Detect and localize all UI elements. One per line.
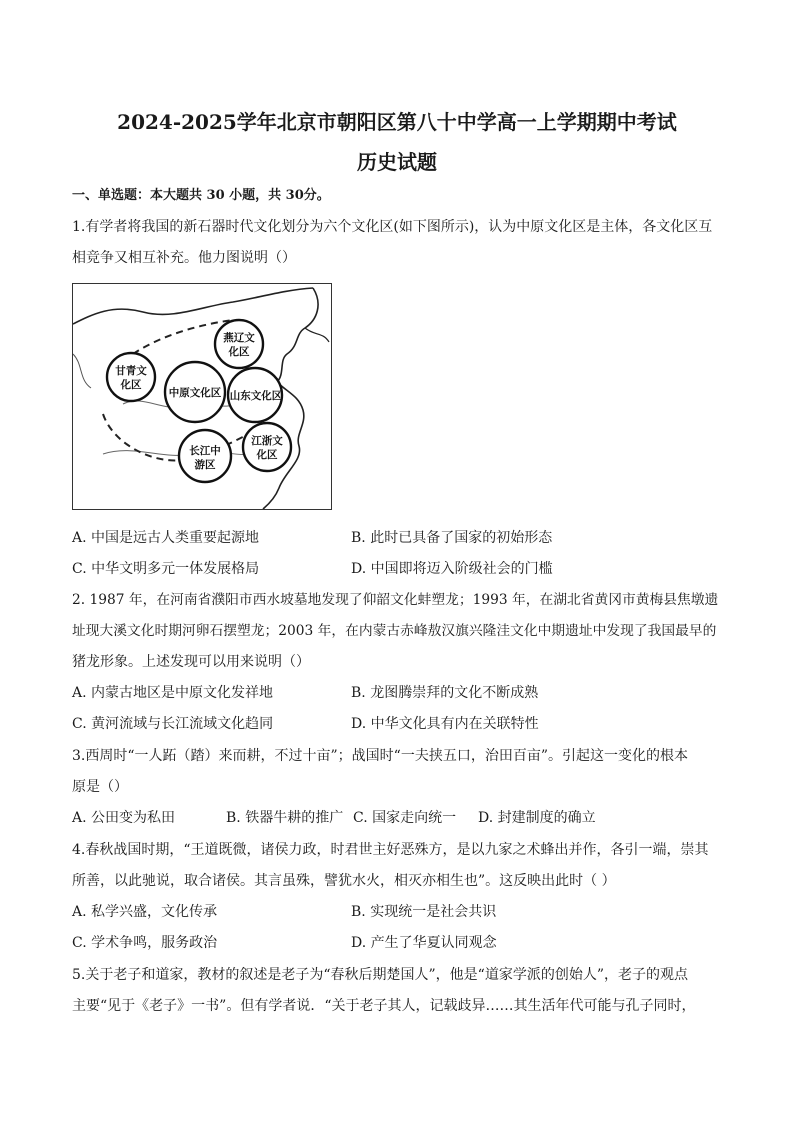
map-svg [73,284,331,509]
q2-stem-line2: 址现大溪文化时期河卵石摆塑龙；2003 年，在内蒙古赤峰敖汉旗兴隆洼文化中期遗址中发现了我国最早的 [72,623,717,639]
exam-title: 2024-2025学年北京市朝阳区第八十中学高一上学期期中考试 [117,110,677,134]
q2-option-c[interactable]: C. 黄河流域与长江流域文化趋同 [72,716,274,732]
jiangzhe-region [243,423,291,471]
ganqing-region [107,353,155,401]
q4-stem-line1: 4.春秋战国时期，“王道既微，诸侯力政，时君世主好恶殊方，是以九家之术蜂出并作，各引一端，崇其 [72,842,709,858]
q3-option-a[interactable]: A. 公田变为私田 [72,810,176,826]
exam-subject: 历史试题 [357,150,437,174]
q4-stem-line2: 所善，以此驰说，取合诸侯。其言虽殊，譬犹水火，相灭亦相生也”。这反映出此时（ ） [72,873,616,889]
q2-stem-line3: 猪龙形象。上述发现可以用来说明（） [72,654,310,670]
q3-stem-line2: 原是（） [72,779,128,795]
q1-option-a[interactable]: A. 中国是远古人类重要起源地 [72,530,260,546]
q2-option-d[interactable]: D. 中华文化具有内在关联特性 [351,716,539,732]
jiangzhe-label-1: 江浙文 [251,435,283,447]
q3-option-b[interactable]: B. 铁器牛耕的推广 [226,810,344,826]
yanliao-region [215,320,263,368]
north-border [73,288,313,324]
yanliao-label-2: 化区 [228,346,250,358]
changjiang-label-2: 游区 [194,459,216,471]
q1-option-b[interactable]: B. 此时已具备了国家的初始形态 [351,530,553,546]
west-border [73,354,91,388]
q3-stem-line1: 3.西周时“一人跖（踏）来而耕，不过十亩”；战国时“一夫挟五口，治田百亩”。引起这一变化的根本 [72,748,688,764]
q4-option-d[interactable]: D. 产生了华夏认同观念 [351,935,497,951]
peninsula-edge [305,328,329,342]
ganqing-label-2: 化区 [120,379,142,391]
q1-option-c[interactable]: C. 中华文明多元一体发展格局 [72,561,260,577]
q4-option-a[interactable]: A. 私学兴盛，文化传承 [72,904,218,920]
q2-option-a[interactable]: A. 内蒙古地区是中原文化发祥地 [72,685,274,701]
q1-stem-line1: 1.有学者将我国的新石器时代文化划分为六个文化区(如下图所示)，认为中原文化区是主体，各文化区互 [72,219,713,235]
q1-stem-line2: 相竞争又相互补充。他力图说明（） [72,250,296,266]
q5-stem-line1: 5.关于老子和道家，教材的叙述是老子为“春秋后期楚国人”，他是“道家学派的创始人”，老子的观点 [72,967,688,983]
q3-option-d[interactable]: D. 封建制度的确立 [478,810,596,826]
zhongyuan-label: 中原文化区 [168,387,222,399]
section-heading: 一、单选题：本大题共 30 小题，共 30分。 [72,188,330,203]
ganqing-label-1: 甘青文 [115,365,147,377]
q2-stem-line1: 2. 1987 年，在河南省濮阳市西水坡墓地发现了仰韶文化蚌塑龙；1993 年，在湖北省黄冈市黄梅县焦墩遗 [72,592,719,608]
q5-stem-line2: 主要“见于《老子》一书”。但有学者说．“关于老子其人，记载歧异……其生活年代可能与孔子同时， [72,998,696,1014]
jiangzhe-label-2: 化区 [256,449,278,461]
yanliao-label-1: 燕辽文 [223,332,255,344]
northeast-coast [277,288,318,382]
changjiang-label-1: 长江中 [189,445,221,457]
shandong-label: 山东文化区 [229,390,283,402]
q1-option-d[interactable]: D. 中国即将迈入阶级社会的门槛 [351,561,553,577]
culture-region-map [72,283,332,510]
q2-option-b[interactable]: B. 龙图腾崇拜的文化不断成熟 [351,685,539,701]
q4-option-b[interactable]: B. 实现统一是社会共识 [351,904,497,920]
q3-option-c[interactable]: C. 国家走向统一 [353,810,457,826]
q4-option-c[interactable]: C. 学术争鸣，服务政治 [72,935,218,951]
